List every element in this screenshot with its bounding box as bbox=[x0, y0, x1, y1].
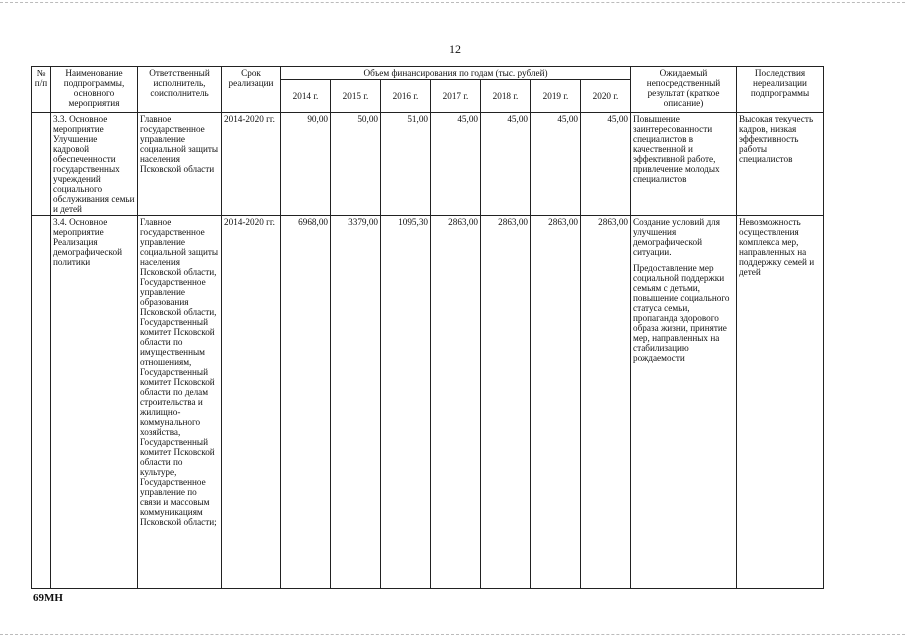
page-number: 12 bbox=[449, 42, 461, 56]
row-value: 1095,30 bbox=[381, 216, 431, 589]
scan-edge-bottom bbox=[0, 634, 905, 635]
table-row bbox=[32, 216, 824, 589]
row-value: 90,00 bbox=[281, 113, 331, 216]
header-responsible: Ответственный исполнитель, соисполнитель bbox=[138, 67, 222, 113]
expected-text: Повышение заинтересованности специалистов в качественной и эффективной работе, привлечение молодых специалистов bbox=[633, 114, 720, 184]
expected-text: Предоставление мер социальной поддержки семьям с детьми, повышение социального статуса семьи, пропаганда здорового образа жизни, принятие мер, направленных на стабилизацию рождаемости bbox=[633, 263, 730, 363]
row-consequences: Невозможность осуществления комплекса мер, направленных на поддержку семей и детей bbox=[737, 216, 824, 589]
row-consequences: Высокая текучесть кадров, низкая эффективность работы специалистов bbox=[737, 113, 824, 216]
row-value: 2863,00 bbox=[581, 216, 631, 589]
header-row-1 bbox=[32, 67, 824, 80]
header-year: 2015 г. bbox=[331, 80, 381, 113]
table-row bbox=[32, 113, 824, 216]
row-value: 45,00 bbox=[431, 113, 481, 216]
row-num bbox=[32, 113, 51, 216]
header-funding: Объем финансирования по годам (тыс. рублей) bbox=[281, 67, 631, 80]
row-term: 2014-2020 гг. bbox=[222, 216, 281, 589]
row-name: 3.4. Основное мероприятие Реализация демографической политики bbox=[51, 216, 138, 589]
row-expected bbox=[631, 216, 737, 589]
header-year: 2019 г. bbox=[531, 80, 581, 113]
header-year: 2020 г. bbox=[581, 80, 631, 113]
header-consequences: Последствия нереализации подпрограммы bbox=[737, 67, 824, 113]
row-value: 3379,00 bbox=[331, 216, 381, 589]
expected-text: Создание условий для улучшения демографической ситуации. bbox=[633, 217, 720, 257]
scan-edge-top bbox=[0, 2, 905, 3]
row-name: 3.3. Основное мероприятие Улучшение кадровой обеспеченности государственных учреждений социального обслуживания семьи и детей bbox=[51, 113, 138, 216]
row-value: 2863,00 bbox=[531, 216, 581, 589]
row-expected bbox=[631, 113, 737, 216]
header-expected: Ожидаемый непосредственный результат (краткое описание) bbox=[631, 67, 737, 113]
footer-code: 69МН bbox=[33, 592, 63, 604]
row-responsible: Главное государственное управление социальной защиты населения Псковской области bbox=[138, 113, 222, 216]
header-name: Наименование подпрограммы, основного мероприятия bbox=[51, 67, 138, 113]
header-year: 2017 г. bbox=[431, 80, 481, 113]
header-num: № п/п bbox=[32, 67, 51, 113]
row-value: 45,00 bbox=[531, 113, 581, 216]
row-term: 2014-2020 гг. bbox=[222, 113, 281, 216]
row-value: 2863,00 bbox=[481, 216, 531, 589]
row-responsible: Главное государственное управление социальной защиты населения Псковской области, Государственное управление образования Псковской области, Государственный комитет Псковской области по имущественным отношениям, Государственный комитет Псковской области по делам строительства и жилищно-коммунального хозяйства, Государственный комитет Псковской области по культуре, Государственное управление по связи и массовым коммуникациям Псковской области; bbox=[138, 216, 222, 589]
row-value: 6968,00 bbox=[281, 216, 331, 589]
row-value: 50,00 bbox=[331, 113, 381, 216]
header-year: 2016 г. bbox=[381, 80, 431, 113]
row-num bbox=[32, 216, 51, 589]
header-year: 2014 г. bbox=[281, 80, 331, 113]
row-value: 45,00 bbox=[581, 113, 631, 216]
row-value: 51,00 bbox=[381, 113, 431, 216]
row-value: 45,00 bbox=[481, 113, 531, 216]
header-year: 2018 г. bbox=[481, 80, 531, 113]
row-value: 2863,00 bbox=[431, 216, 481, 589]
funding-table bbox=[31, 66, 824, 589]
header-term: Срок реализации bbox=[222, 67, 281, 113]
